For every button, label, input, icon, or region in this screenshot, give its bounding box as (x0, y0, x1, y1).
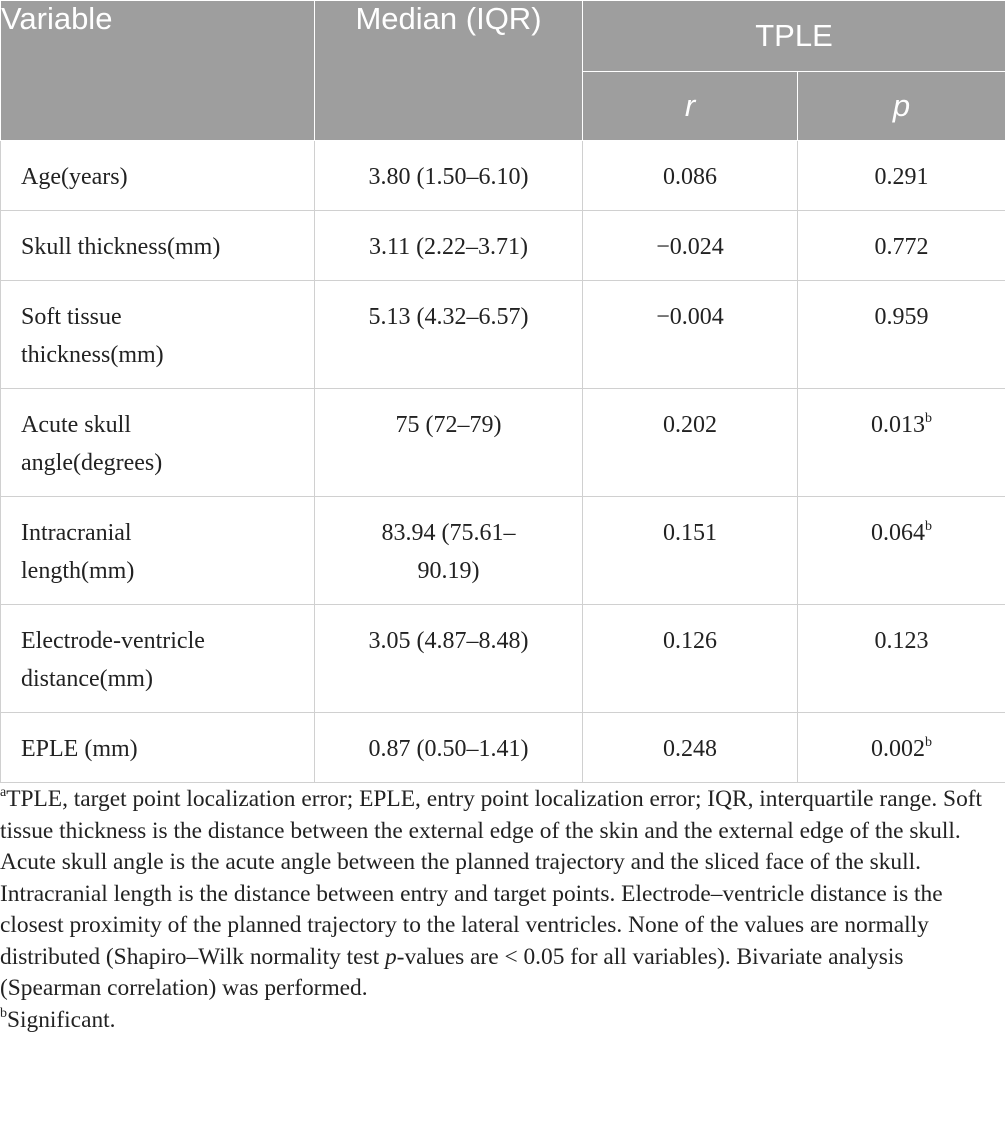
header-row (1, 1, 1005, 72)
cell-median-line: 3.11 (2.22–3.71) (368, 234, 529, 260)
table-row (1, 389, 1005, 497)
cell-p-value: 0.959 (874, 304, 929, 330)
cell-p (798, 497, 1005, 605)
significance-marker: b (925, 411, 932, 426)
header-p: p (798, 72, 1005, 141)
footnote-a (0, 784, 1005, 1005)
footnote-b-marker: b (0, 1005, 7, 1021)
footnote-b-text: Significant. (7, 1006, 116, 1033)
header-variable: Variable (1, 1, 315, 141)
cell-variable-line: Electrode-ventricle (21, 628, 205, 654)
cell-p (798, 605, 1005, 713)
cell-p (798, 713, 1005, 783)
cell-variable (1, 713, 315, 783)
cell-r: 0.151 (583, 497, 798, 605)
cell-variable-line: Age(years) (21, 164, 128, 190)
cell-p-value: 0.013 (871, 412, 925, 438)
cell-median (315, 497, 583, 605)
cell-r: −0.024 (583, 211, 798, 281)
cell-r: 0.126 (583, 605, 798, 713)
table-row (1, 281, 1005, 389)
cell-variable (1, 211, 315, 281)
cell-variable-line: Skull thickness(mm) (21, 234, 221, 260)
footnote-a-marker: a (0, 785, 7, 800)
cell-median-line: 5.13 (4.32–6.57) (368, 304, 529, 330)
cell-median (315, 281, 583, 389)
cell-median-line: 83.94 (75.61– (381, 520, 516, 546)
table-row (1, 141, 1005, 211)
cell-variable-line: Soft tissue (21, 304, 122, 330)
table-footnotes (0, 784, 1005, 1036)
cell-r: 0.086 (583, 141, 798, 211)
header-tple-group: TPLE (583, 1, 1005, 72)
cell-variable-line: Intracranial (21, 520, 132, 546)
table-row (1, 211, 1005, 281)
cell-variable-line: angle(degrees) (21, 450, 163, 476)
header-median: Median (IQR) (315, 1, 583, 141)
cell-median (315, 141, 583, 211)
cell-variable-line: thickness(mm) (21, 342, 164, 368)
cell-variable-line: distance(mm) (21, 666, 153, 692)
table-row (1, 497, 1005, 605)
cell-variable-line: EPLE (mm) (21, 736, 138, 762)
significance-marker: b (925, 519, 932, 534)
cell-p-value: 0.064 (871, 520, 925, 546)
header-r: r (583, 72, 798, 141)
cell-p (798, 211, 1005, 281)
cell-p (798, 141, 1005, 211)
cell-median (315, 211, 583, 281)
cell-median-line: 75 (72–79) (395, 412, 502, 438)
cell-p (798, 281, 1005, 389)
cell-median-line: 3.05 (4.87–8.48) (368, 628, 529, 654)
cell-p-value: 0.291 (874, 164, 929, 190)
cell-r: 0.248 (583, 713, 798, 783)
cell-median (315, 389, 583, 497)
footnote-a-italic-p: p (384, 943, 397, 970)
cell-median (315, 713, 583, 783)
cell-r: −0.004 (583, 281, 798, 389)
table-row (1, 713, 1005, 783)
footnote-b (0, 1005, 1005, 1037)
cell-p (798, 389, 1005, 497)
cell-median-line: 90.19) (417, 558, 480, 584)
cell-variable (1, 141, 315, 211)
cell-p-value: 0.772 (874, 234, 929, 260)
cell-variable (1, 497, 315, 605)
cell-variable-line: length(mm) (21, 558, 135, 584)
cell-median-line: 3.80 (1.50–6.10) (368, 164, 529, 190)
cell-p-value: 0.002 (871, 736, 925, 762)
cell-variable (1, 389, 315, 497)
cell-p-value: 0.123 (874, 628, 929, 654)
cell-median (315, 605, 583, 713)
cell-variable (1, 605, 315, 713)
significance-marker: b (925, 735, 932, 750)
footnote-a-text: TPLE, target point localization error; EPLE, entry point localization error; IQR, interquartile range. Soft tissue thickness is the distance between the external edge of the skin and the external edge of the skull. Acute skull angle is the acute angle between the planned trajectory and the sliced face of the skull. Intracranial length is the distance between entry and target points. Electrode–ventricle distance is the closest proximity of the planned trajectory to the lateral ventricles. None of the values are normally distributed (Shapiro–Wilk normality test (0, 786, 983, 970)
cell-variable (1, 281, 315, 389)
cell-r: 0.202 (583, 389, 798, 497)
footnote-a-text-cont: -values are < 0.05 for all variables). Bivariate analysis (Spearman correlation) was performed. (0, 943, 904, 1001)
cell-median-line: 0.87 (0.50–1.41) (368, 736, 529, 762)
table-row (1, 605, 1005, 713)
cell-variable-line: Acute skull (21, 412, 131, 438)
